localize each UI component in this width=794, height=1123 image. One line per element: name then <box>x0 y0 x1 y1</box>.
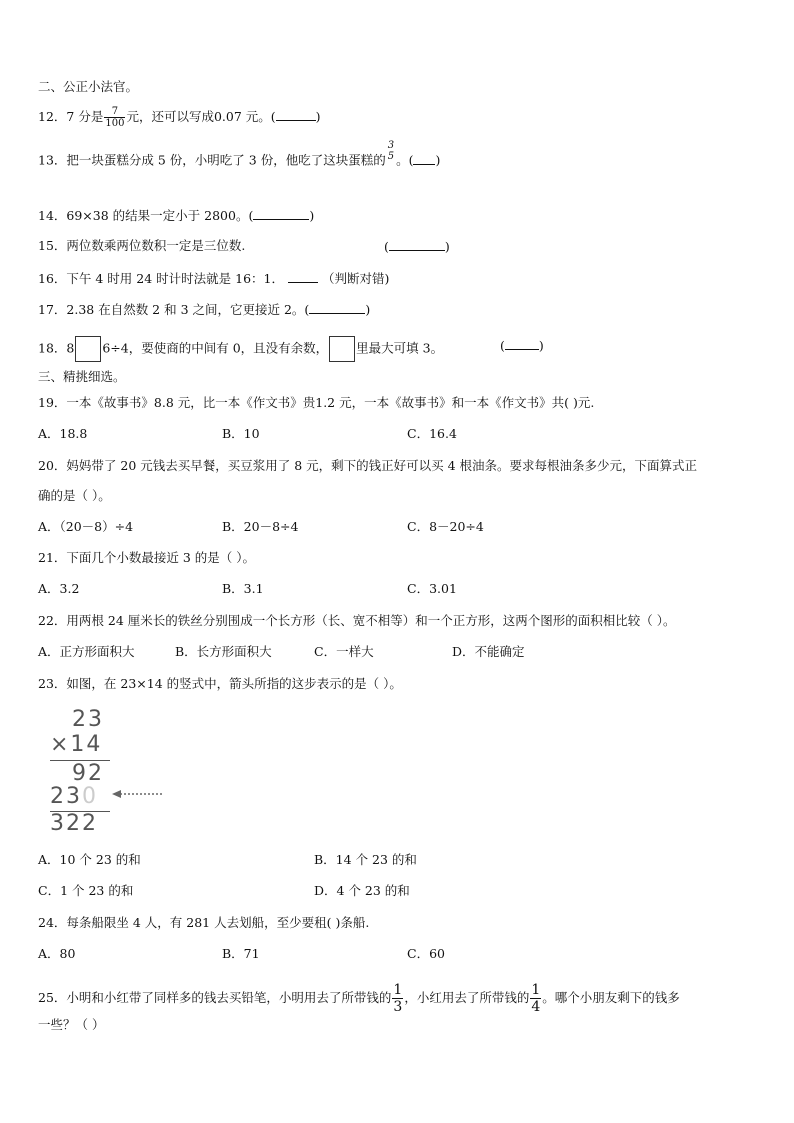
q13-answer-blank[interactable] <box>413 151 435 165</box>
q14-text: 14．69×38 的结果一定小于 2800。( <box>38 208 254 223</box>
question-20-line-2: 确的是（ ）。 <box>38 488 111 503</box>
q14-answer-blank[interactable] <box>253 206 309 220</box>
q20-option-c[interactable]: C．8－20÷4 <box>407 519 484 534</box>
question-19: 19．一本《故事书》8.8 元，比一本《作文书》贵1.2 元，一本《故事书》和一本《作文书》共( )元. <box>38 395 595 410</box>
question-17: 17．2.38 在自然数 2 和 3 之间，它更接近 2。( ) <box>38 302 371 317</box>
calc-product: 322 <box>50 811 98 836</box>
q18-answer: ( ) <box>500 338 544 353</box>
q13-text-pre: 13．把一块蛋糕分成 5 份，小明吃了 3 份，他吃了这块蛋糕的 <box>38 152 386 168</box>
q19-option-b[interactable]: B．10 <box>222 426 260 441</box>
question-15 <box>38 237 245 255</box>
q23-option-a[interactable]: A．10 个 23 的和 <box>38 852 141 867</box>
question-18: 18．8 6÷4，要使商的中间有 0，且没有余数， 里最大可填 3。 <box>38 336 443 362</box>
q24-option-c[interactable]: C．60 <box>407 946 445 961</box>
q15-text: 15．两位数乘两位数积一定是三位数. <box>38 238 246 253</box>
q21-option-a[interactable]: A．3.2 <box>38 581 80 596</box>
question-21: 21．下面几个小数最接近 3 的是（ ）。 <box>38 550 256 565</box>
q22-option-d[interactable]: D．不能确定 <box>452 644 525 659</box>
question-24: 24．每条船限坐 4 人，有 281 人去划船，至少要租( )条船. <box>38 915 370 930</box>
q19-option-c[interactable]: C．16.4 <box>407 426 457 441</box>
q15-answer: ( ) <box>384 239 450 254</box>
q12-fraction: $\frac{7}{100}$ <box>105 106 125 129</box>
q19-option-a[interactable]: A．18.8 <box>38 426 88 441</box>
calc-multiplier: ×14 <box>50 732 103 757</box>
calc-partial-2: 230 <box>50 784 98 809</box>
question-25-line-1: 25．小明和小红带了同样多的钱去买铅笔，小明用去了所带钱的 $\frac{1}{3}$ ，小红用去了所带钱的 $\frac{1}{4}$ 。哪个小朋友剩下的钱多 <box>38 982 680 1015</box>
q25-fraction-1: $\frac{1}{3}$ <box>393 982 403 1015</box>
q12-text-post: 元，还可以写成0.07 元。( <box>126 109 276 124</box>
q24-option-a[interactable]: A．80 <box>38 946 76 961</box>
question-14: 14．69×38 的结果一定小于 2800。( ) <box>38 208 315 223</box>
question-20-line-1: 20．妈妈带了 20 元钱去买早餐，买豆浆用了 8 元，剩下的钱正好可以买 4 根油条。要求每根油条多少元，下面算式正 <box>38 458 698 473</box>
q12-answer-blank[interactable] <box>276 107 316 121</box>
calc-multiplicand: 23 <box>72 707 104 732</box>
question-23: 23．如图，在 23×14 的竖式中，箭头所指的这步表示的是（ ）。 <box>38 676 402 691</box>
q22-option-a[interactable]: A．正方形面积大 <box>38 644 135 659</box>
q20-option-b[interactable]: B．20－8÷4 <box>222 519 299 534</box>
q12-text-pre: 12．7 分是 <box>38 109 104 124</box>
question-12: 12．7 分是 $\frac{7}{100}$ 元，还可以写成0.07 元。( ) <box>38 106 321 129</box>
q13-fraction: 3 5 <box>387 140 395 162</box>
q16-text: 16．下午 4 时用 24 时计时法就是 16：1． <box>38 271 284 286</box>
q21-option-c[interactable]: C．3.01 <box>407 581 457 596</box>
q17-answer-blank[interactable] <box>309 300 365 314</box>
q25-fraction-2: $\frac{1}{4}$ <box>531 982 541 1015</box>
question-22: 22．用两根 24 厘米长的铁丝分别围成一个长方形（长、宽不相等）和一个正方形，这两个图形的面积相比较（ ）。 <box>38 613 676 628</box>
q24-option-b[interactable]: B．71 <box>222 946 260 961</box>
q23-option-b[interactable]: B．14 个 23 的和 <box>314 852 417 867</box>
question-25-line-2: 一些？（ ） <box>38 1017 105 1032</box>
section-3-title: 三、精挑细选。 <box>38 369 126 384</box>
q21-option-b[interactable]: B．3.1 <box>222 581 264 596</box>
q23-option-c[interactable]: C．1 个 23 的和 <box>38 883 134 898</box>
q20-option-a[interactable]: A．（20－8）÷4 <box>38 519 134 534</box>
q18-answer-blank[interactable] <box>505 336 539 350</box>
q17-text: 17．2.38 在自然数 2 和 3 之间，它更接近 2。( <box>38 302 310 317</box>
q18-digit-box[interactable] <box>75 336 101 362</box>
q23-option-d[interactable]: D．4 个 23 的和 <box>314 883 410 898</box>
q18-digit-box-ref <box>329 336 355 362</box>
question-16 <box>38 269 389 288</box>
dotted-arrow-icon <box>110 787 166 801</box>
q22-option-b[interactable]: B．长方形面积大 <box>175 644 272 659</box>
vertical-multiplication-figure <box>48 707 168 836</box>
q15-answer-blank[interactable] <box>389 237 445 251</box>
q22-option-c[interactable]: C．一样大 <box>314 644 374 659</box>
calc-partial-1: 92 <box>72 761 104 786</box>
q16-answer-blank[interactable] <box>288 269 318 283</box>
q16-tail: （判断对错) <box>322 271 390 286</box>
q13-text-post: 。( <box>396 152 414 168</box>
section-2-title: 二、公正小法官。 <box>38 79 139 94</box>
question-13: 13．把一块蛋糕分成 5 份，小明吃了 3 份，他吃了这块蛋糕的 3 5 。( ) <box>38 140 441 168</box>
